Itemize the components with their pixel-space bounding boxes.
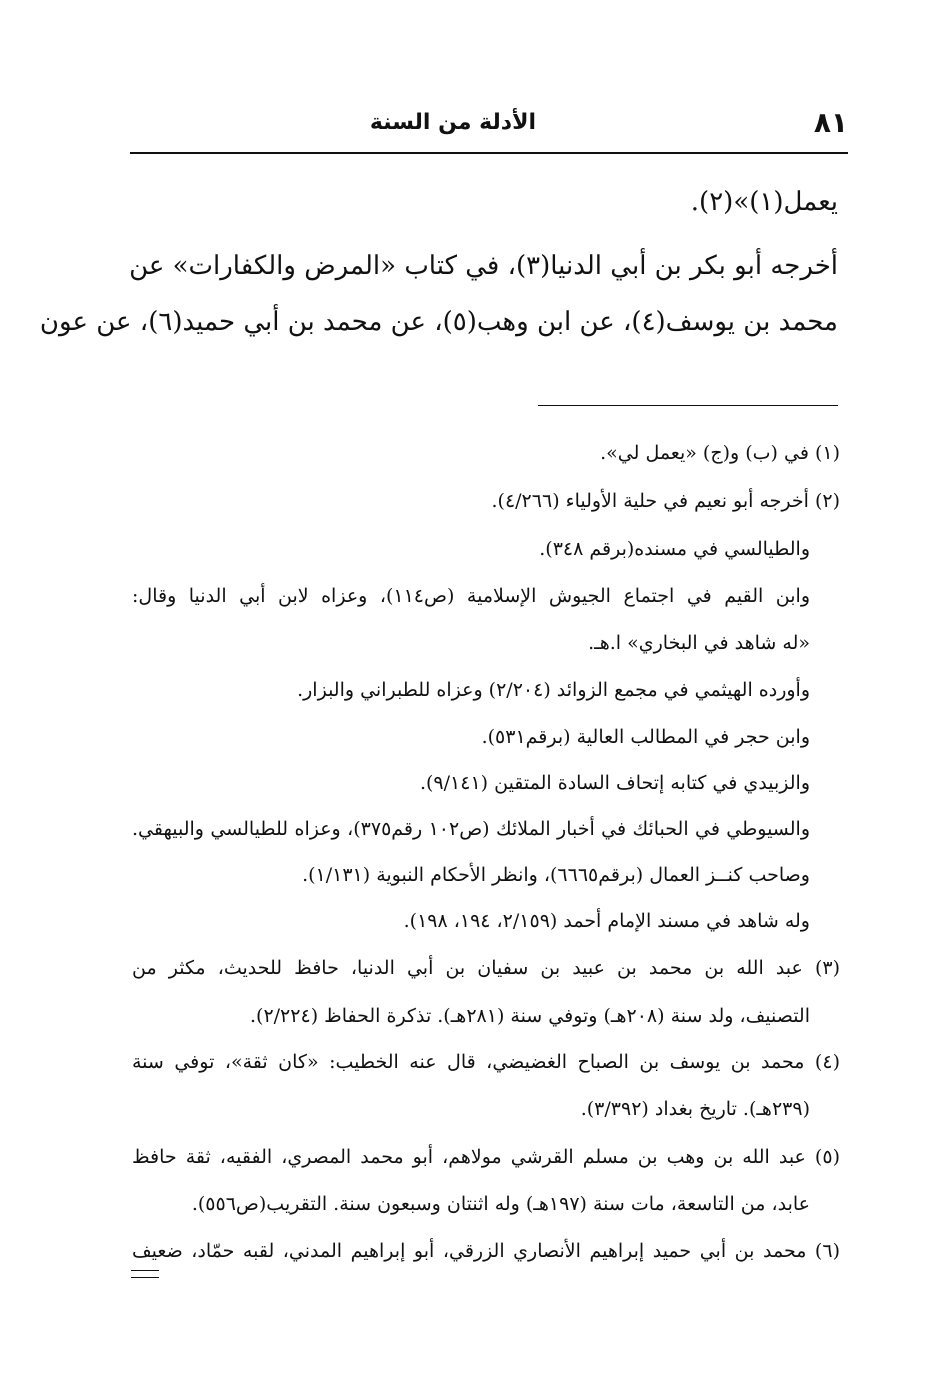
footnote-2: (٢) أخرجه أبو نعيم في حلية الأولياء (٤/٢٦٦). xyxy=(491,490,840,512)
footnote-5-line-2: عابد، من التاسعة، مات سنة (١٩٧هـ) وله اثنتان وسبعون سنة. التقريب(ص٥٥٦). xyxy=(191,1193,810,1215)
footnote-2-line-4: «له شاهد في البخاري» ا.هـ. xyxy=(588,632,810,654)
header-rule xyxy=(130,152,848,154)
footnote-2-line-9: وصاحب كنــز العمال (برقم٦٦٦٥)، وانظر الأحكام النبوية (١/١٣١). xyxy=(302,864,810,886)
footnote-2-line-7: والزبيدي في كتابه إتحاف السادة المتقين (٩/١٤١). xyxy=(419,772,810,794)
footnote-2-line-8: والسيوطي في الحبائك في أخبار الملائك (ص١٠٢ رقم٣٧٥)، وعزاه للطيالسي والبيهقي. xyxy=(132,818,810,840)
footnote-2-line-5: وأورده الهيثمي في مجمع الزوائد (٢/٢٠٤) وعزاه للطبراني والبزار. xyxy=(297,679,810,701)
footnote-6: (٦) محمد بن أبي حميد إبراهيم الأنصاري الزرقي، أبو إبراهيم المدني، لقبه حمّاد، ضعيف xyxy=(132,1240,840,1262)
footnote-separator xyxy=(538,405,838,406)
page-header xyxy=(130,100,848,150)
body-line-3: محمد بن يوسف(٤)، عن ابن وهب(٥)، عن محمد بن أبي حميد(٦)، عن عون xyxy=(39,307,838,337)
footnote-4-line-2: (٢٣٩هـ). تاريخ بغداد (٣/٣٩٢). xyxy=(580,1098,810,1120)
body-line-2: أخرجه أبو بكر بن أبي الدنيا(٣)، في كتاب «المرض والكفارات» عن xyxy=(129,251,838,281)
body-line-1: يعمل(١)»(٢). xyxy=(690,187,838,217)
footnote-5: (٥) عبد الله بن وهب بن مسلم القرشي مولاهم، أبو محمد المصري، الفقيه، ثقة حافظ xyxy=(132,1146,840,1168)
continuation-mark xyxy=(131,1270,159,1278)
footnote-3-line-2: التصنيف، ولد سنة (٢٠٨هـ) وتوفي سنة (٢٨١هـ). تذكرة الحفاظ (٢/٢٢٤). xyxy=(250,1005,810,1027)
footnote-4: (٤) محمد بن يوسف بن الصباح الغضيضي، قال عنه الخطيب: «كان ثقة»، توفي سنة xyxy=(132,1051,840,1073)
footnote-3: (٣) عبد الله بن محمد بن عبيد بن سفيان بن أبي الدنيا، حافظ للحديث، مكثر من xyxy=(132,957,840,979)
footnote-2-line-2: والطيالسي في مسنده(برقم ٣٤٨). xyxy=(539,538,810,560)
page-number: ٨١ xyxy=(813,106,848,139)
footnote-2-line-6: وابن حجر في المطالب العالية (برقم٥٣١). xyxy=(481,726,810,748)
footnote-2-line-10: وله شاهد في مسند الإمام أحمد (٢/١٥٩، ١٩٤، ١٩٨). xyxy=(403,910,810,932)
footnote-1: (١) في (ب) و(ج) «يعمل لي». xyxy=(600,442,840,464)
running-title: الأدلة من السنة xyxy=(369,110,536,135)
footnote-2-line-3: وابن القيم في اجتماع الجيوش الإسلامية (ص١١٤)، وعزاه لابن أبي الدنيا وقال: xyxy=(132,585,810,607)
